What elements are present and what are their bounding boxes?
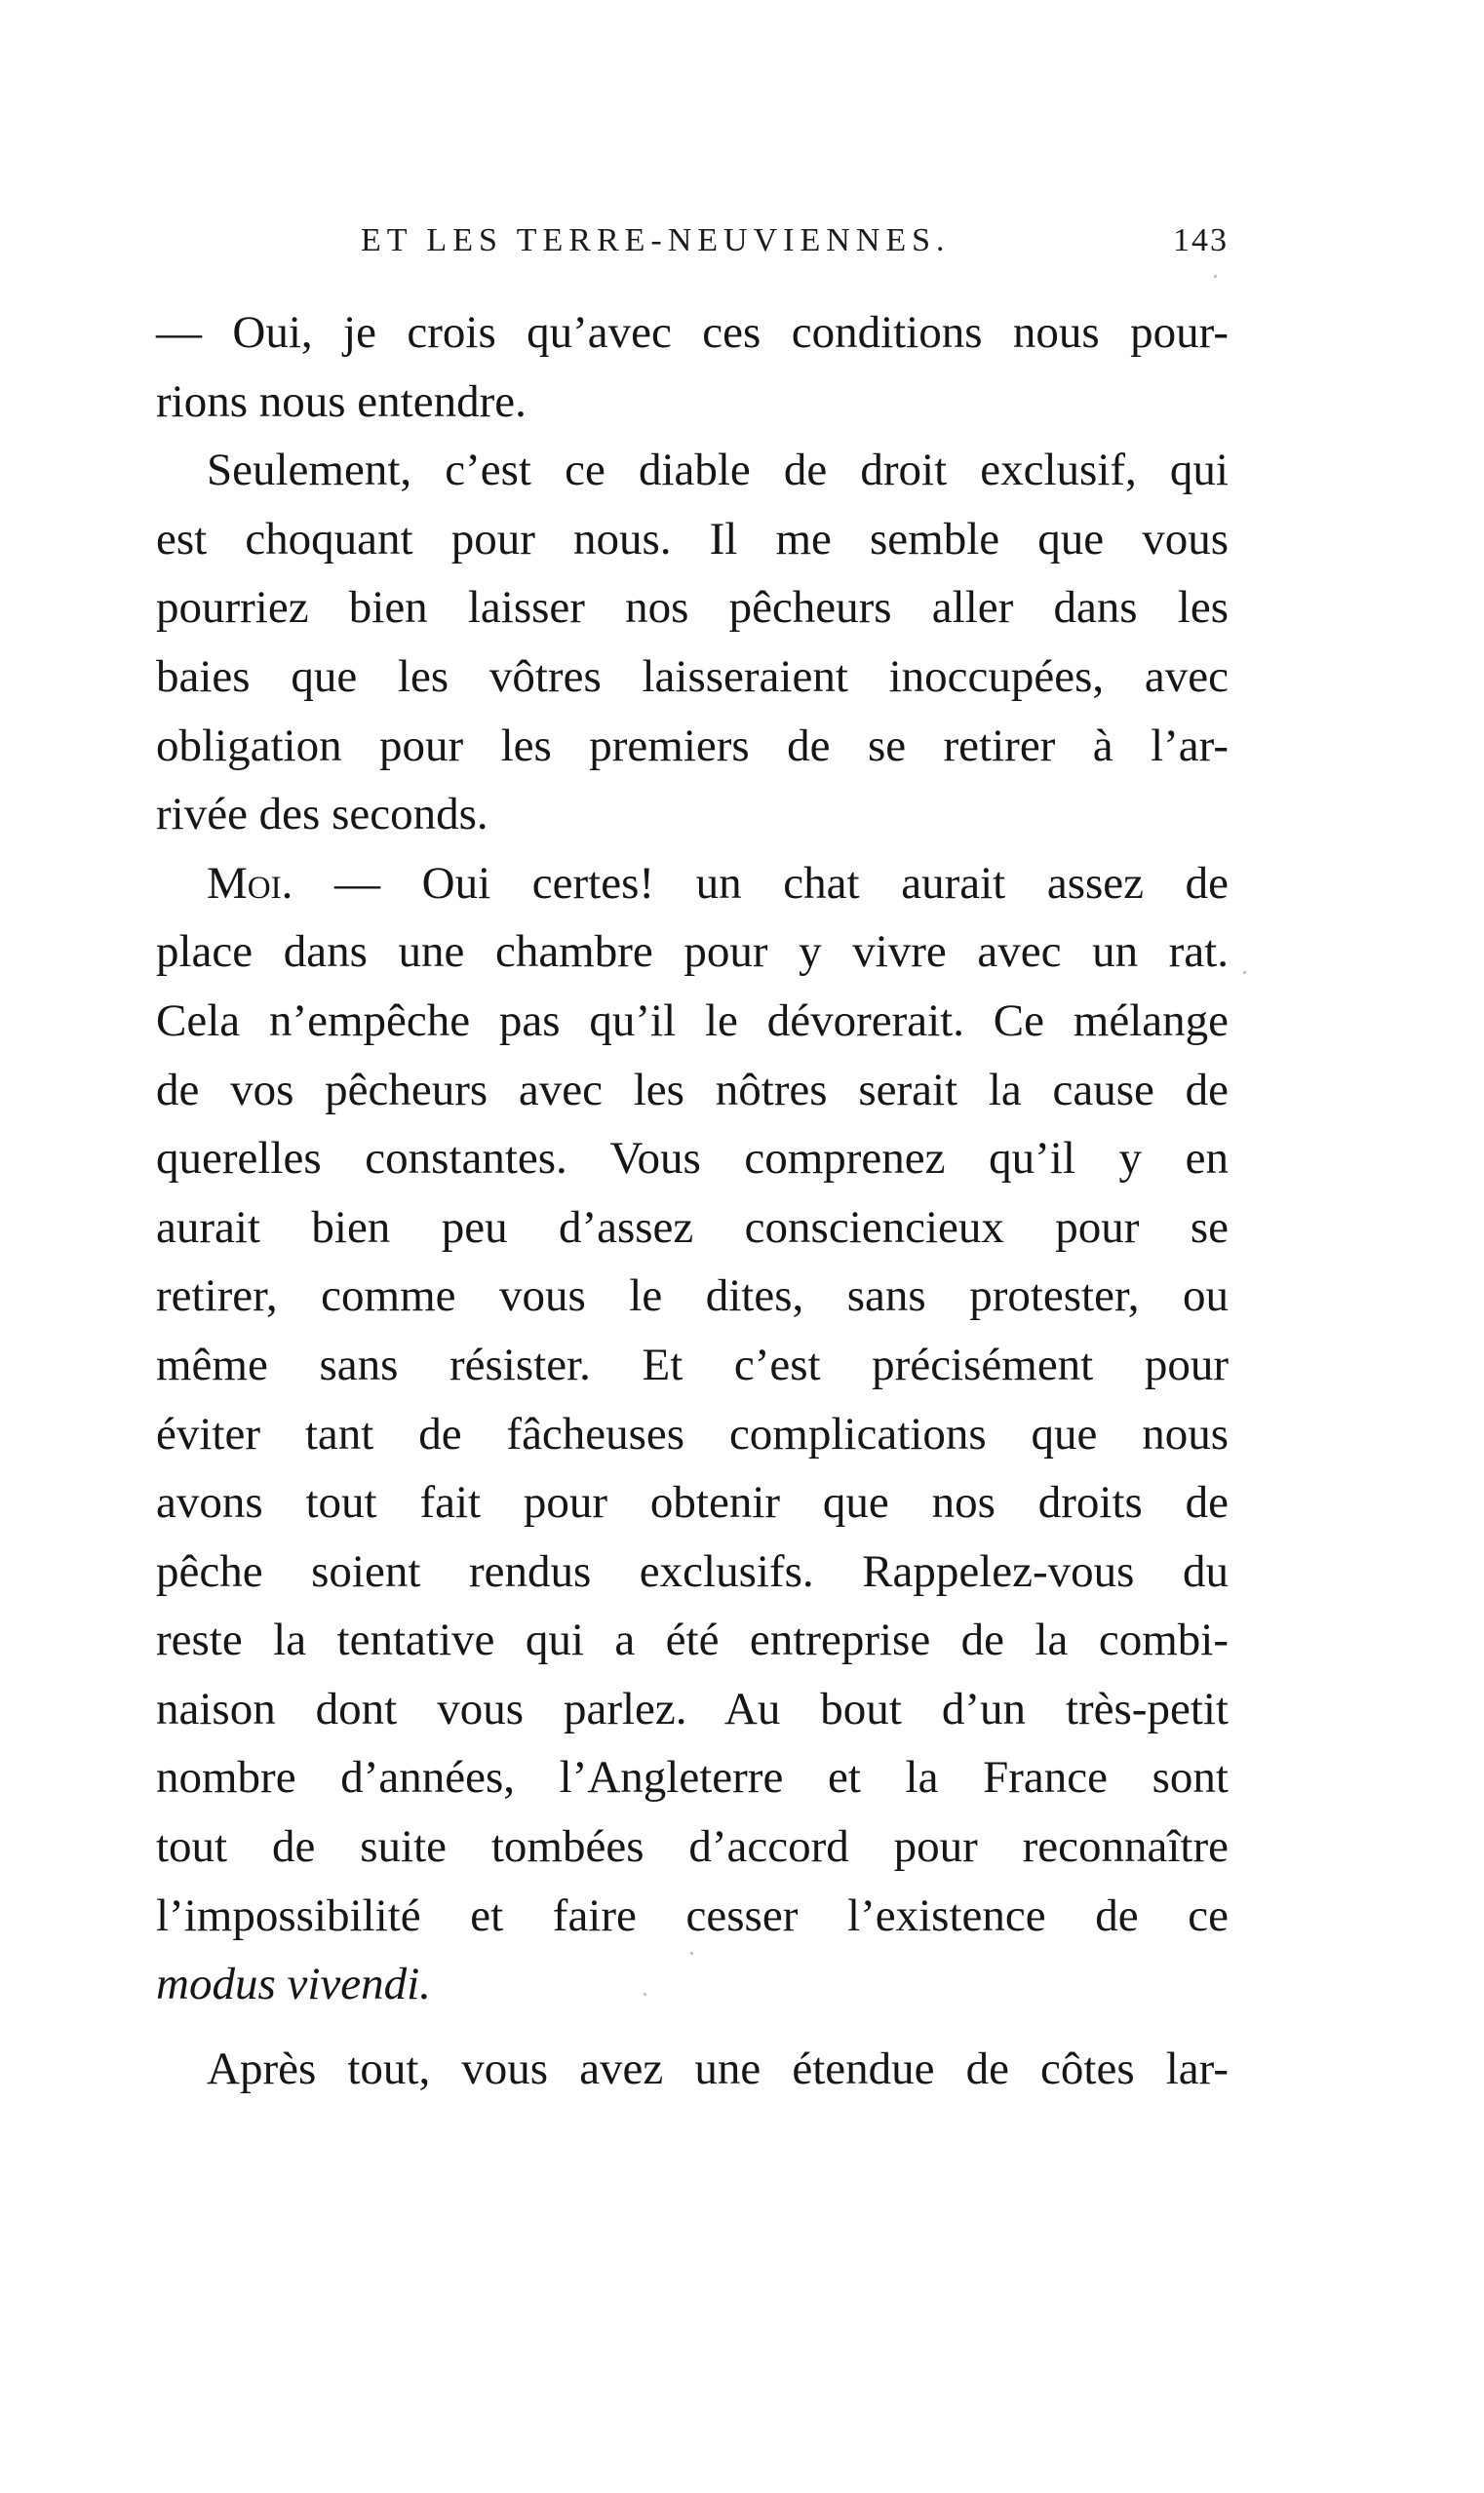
text-line: nombre d’années, l’Angleterre et la France sont	[156, 1752, 1229, 1804]
text-line: naison dont vous parlez. Au bout d’un très-petit	[156, 1683, 1229, 1734]
running-head	[156, 222, 1229, 261]
text-line: querelles constantes. Vous comprenez qu’il y en	[156, 1133, 1229, 1185]
text-line-content: Oui certes! un chat aurait assez de	[421, 857, 1230, 909]
text-line: l’impossibilité et faire cesser l’existence de ce	[156, 1889, 1229, 1941]
text-line: rions nous entendre.	[156, 375, 527, 427]
text-line: rivée des seconds.	[156, 789, 488, 840]
paper-speck	[644, 1993, 646, 1996]
text-line: aurait bien peu d’assez consciencieux pour se	[156, 1201, 1229, 1253]
text-line: reste la tentative qui a été entreprise de la combi-	[156, 1615, 1229, 1666]
text-line: même sans résister. Et c’est précisément pour	[156, 1339, 1229, 1390]
text-line: Après tout, vous avez une étendue de côtes lar-	[207, 2043, 1229, 2094]
text-line: avons tout fait pour obtenir que nos droits de	[156, 1477, 1229, 1529]
paper-speck	[1243, 971, 1246, 974]
paper-speck	[1214, 275, 1217, 278]
latin-phrase: modus vivendi.	[156, 1959, 431, 2010]
text-line: Cela n’empêche pas qu’il le dévorerait. Ce mélange	[156, 994, 1229, 1046]
text-line	[156, 849, 1229, 918]
speaker-label: Moi.	[207, 857, 293, 909]
text-line: Seulement, c’est ce diable de droit exclusif, qui	[207, 445, 1229, 496]
text-line: obligation pour les premiers de se retirer à l’ar-	[156, 720, 1229, 771]
text-line: retirer, comme vous le dites, sans protester, ou	[156, 1270, 1229, 1322]
text-line: baies que les vôtres laisseraient inoccupées, avec	[156, 650, 1229, 702]
running-title: ET LES TERRE-NEUVIENNES.	[361, 222, 951, 258]
text-line: — Oui, je crois qu’avec ces conditions nous pour-	[156, 307, 1229, 358]
text-line: pêche soient rendus exclusifs. Rappelez-vous du	[156, 1545, 1229, 1597]
body-text	[156, 298, 1229, 2103]
text-line: pourriez bien laisser nos pêcheurs aller dans les	[156, 582, 1229, 634]
page-number: 143	[1173, 222, 1229, 258]
paper-speck	[690, 1952, 693, 1955]
text-line: place dans une chambre pour y vivre avec un rat.	[156, 926, 1229, 978]
text-line: éviter tant de fâcheuses complications que nous	[156, 1408, 1229, 1460]
text-line	[156, 1950, 1229, 2019]
text-line: est choquant pour nous. Il me semble que vous	[156, 513, 1229, 565]
text-line: tout de suite tombées d’accord pour reconnaître	[156, 1821, 1229, 1873]
speaker-dash: —	[334, 857, 381, 909]
text-line: de vos pêcheurs avec les nôtres serait la cause de	[156, 1064, 1229, 1115]
